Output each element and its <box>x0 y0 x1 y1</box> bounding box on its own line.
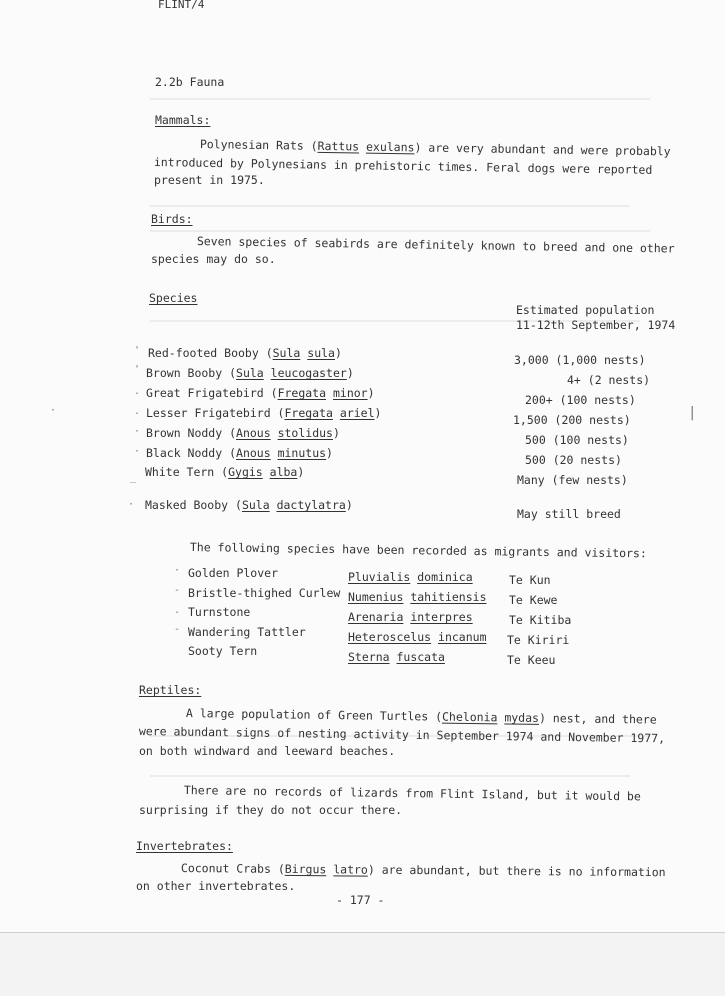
show-through-line <box>150 775 630 777</box>
margin-mark: · <box>134 426 141 437</box>
margin-mark: - <box>174 585 181 596</box>
mammals-line-1: Polynesian Rats (Rattus exulans) are very abundant and were probably <box>199 137 671 159</box>
margin-mark: ' <box>134 345 141 356</box>
migrant-common-name: Golden Plover <box>188 566 279 580</box>
migrant-local-name: Te Kewe <box>509 593 558 607</box>
population-column-header-1: Estimated population <box>516 303 655 317</box>
margin-speck: · <box>50 405 57 416</box>
population-value: 1,500 (200 nests) <box>513 413 631 427</box>
invertebrates-heading: Invertebrates: <box>136 839 233 853</box>
reptiles-heading: Reptiles: <box>139 683 202 697</box>
species-row: White Tern (Gygis alba) <box>145 465 305 479</box>
migrant-common-name: Wandering Tattler <box>188 625 306 639</box>
migrant-scientific-name: Sterna fuscata <box>348 650 445 664</box>
reptiles-line-2: were abundant signs of nesting activity in September 1974 and November 1977, <box>138 724 666 746</box>
show-through-line <box>150 205 630 207</box>
margin-mark: _ <box>130 472 137 483</box>
margin-mark: . <box>174 605 181 616</box>
margin-mark: - <box>174 624 181 635</box>
population-value: Many (few nests) <box>517 473 628 487</box>
reptiles-line-5: surprising if they do not occur there. <box>139 803 403 817</box>
mammals-line-2: introduced by Polynesians in prehistoric times. Feral dogs were reported <box>153 155 653 177</box>
margin-mark: · <box>134 446 141 457</box>
birds-line-1: Seven species of seabirds are definitely known to breed and one other <box>196 234 675 256</box>
migrant-local-name: Te Kiriri <box>507 633 570 647</box>
migrant-local-name: Te Keeu <box>507 653 556 667</box>
page-number: - 177 - <box>336 893 385 907</box>
population-value: 200+ (100 nests) <box>525 393 636 407</box>
migrant-scientific-name: Arenaria interpres <box>348 610 473 624</box>
show-through-line <box>150 230 650 232</box>
margin-mark: . <box>134 406 141 417</box>
section-heading: 2.2b Fauna <box>155 75 225 89</box>
population-value: May still breed <box>517 507 621 521</box>
population-value: 500 (20 nests) <box>525 453 622 467</box>
species-row: Black Noddy (Anous minutus) <box>146 446 333 460</box>
migrant-common-name: Bristle-thighed Curlew <box>188 586 341 600</box>
birds-line-2: species may do so. <box>151 252 276 266</box>
show-through-line <box>150 98 650 100</box>
migrant-scientific-name: Pluvialis dominica <box>348 570 473 584</box>
birds-heading: Birds: <box>151 212 193 226</box>
mammals-line-3: present in 1975. <box>154 173 265 187</box>
species-row: Red-footed Booby (Sula sula) <box>148 346 342 360</box>
margin-mark: ' <box>134 364 141 375</box>
species-row: Great Frigatebird (Fregata minor) <box>146 386 375 400</box>
species-column-header: Species <box>149 291 198 305</box>
migrant-local-name: Te Kun <box>509 573 551 587</box>
species-row: Brown Booby (Sula leucogaster) <box>146 366 354 380</box>
migrant-scientific-name: Numenius tahitiensis <box>348 590 487 604</box>
page-header: FLINT/4 <box>158 0 205 11</box>
species-row: Lesser Frigatebird (Fregata ariel) <box>146 406 382 420</box>
margin-mark: . <box>134 386 141 397</box>
mammals-heading: Mammals: <box>155 113 211 127</box>
population-column-header-2: 11-12th September, 1974 <box>516 318 676 332</box>
population-value: 4+ (2 nests) <box>567 373 651 387</box>
reptiles-line-3: on both windward and leeward beaches. <box>139 744 396 758</box>
margin-mark: · <box>128 499 135 510</box>
reptiles-line-4: There are no records of lizards from Flint Island, but it would be <box>183 783 641 804</box>
population-value: 500 (100 nests) <box>525 433 629 447</box>
reptiles-line-1: A large population of Green Turtles (Chelonia mydas) nest, and there <box>185 706 657 727</box>
invertebrates-line-2: on other invertebrates. <box>136 879 296 893</box>
migrant-common-name: Sooty Tern <box>188 644 258 658</box>
migrant-scientific-name: Heteroscelus incanum <box>348 630 487 644</box>
migrants-intro: The following species have been recorded as migrants and visitors: <box>189 540 647 561</box>
invertebrates-line-1: Coconut Crabs (Birgus latro) are abundant, but there is no information <box>180 861 666 880</box>
margin-speck: | <box>688 405 697 421</box>
population-value: 3,000 (1,000 nests) <box>514 353 646 367</box>
species-row: Masked Booby (Sula dactylatra) <box>145 498 353 512</box>
migrant-common-name: Turnstone <box>188 605 251 619</box>
margin-mark: · <box>174 565 181 576</box>
migrant-local-name: Te Kitiba <box>509 613 572 627</box>
species-row: Brown Noddy (Anous stolidus) <box>146 426 340 440</box>
